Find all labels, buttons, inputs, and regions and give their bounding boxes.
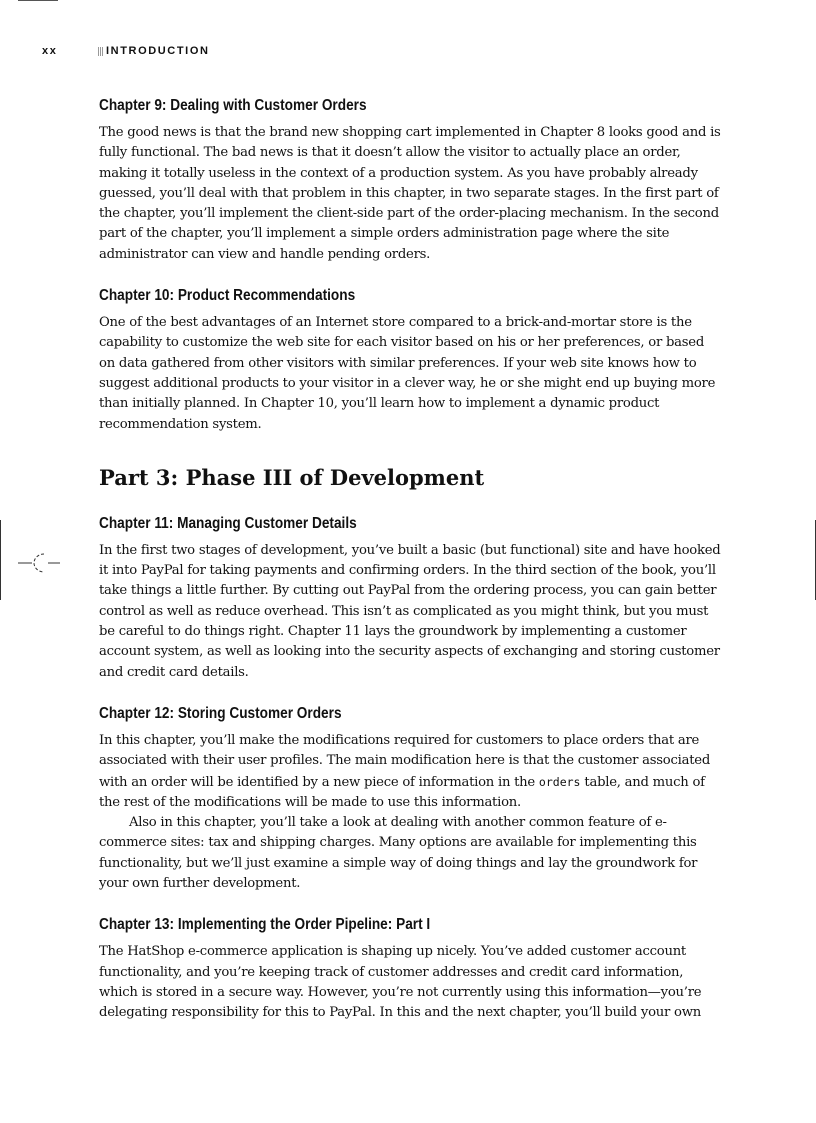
chapter-heading: Chapter 13: Implementing the Order Pipeline: Part I (99, 916, 431, 934)
chapter-10-section (99, 285, 721, 435)
header-ornament-icon (98, 47, 104, 56)
chapter-paragraph: The HatShop e-commerce application is shaping up nicely. You’ve added customer account functionality, and you’re keeping track of customer addresses and credit card information, which is stored in a secure way. However, you’re not currently using this information—you’re delegating responsibility for this to PayPal. In this and the next chapter, you’ll build your own (99, 944, 702, 1021)
chapter-12-section (99, 703, 721, 894)
chapter-paragraph (99, 731, 721, 813)
running-header (42, 44, 210, 58)
running-title: INTRODUCTION (106, 45, 210, 57)
chapter-paragraph: One of the best advantages of an Internet store compared to a brick-and-mortar store is the capability to customize the web site for each visitor based on his or her preferences, or based on data gathered from other visitors with similar preferences. If your web site knows how to suggest additional products to your visitor in a clever way, he or she might end up buying more than initially planned. In Chapter 10, you’ll learn how to implement a dynamic product recommendation system. (99, 315, 716, 432)
chapter-paragraph: In the first two stages of development, you’ve built a basic (but functional) site and have hooked it into PayPal for taking payments and confirming orders. In the third section of the book, you’ll take things a little further. By cutting out PayPal from the ordering process, you can gain better control as well as reduce overhead. This isn’t as complicated as you might think, but you must be careful to do things right. Chapter 11 lays the groundwork by implementing a customer account system, as well as looking into the security aspects of exchanging and storing customer and credit card details. (99, 542, 721, 680)
margin-rule-left (0, 520, 1, 600)
crop-line-top (18, 0, 58, 1)
part-title: Part 3: Phase III of Development (99, 464, 485, 490)
chapter-13-section (99, 914, 721, 1023)
chapter-heading: Chapter 12: Storing Customer Orders (99, 704, 342, 722)
registration-mark-icon (18, 551, 62, 575)
paragraph-text-after-code: table, and much of the rest of the modifications will be made to use this information. (99, 774, 705, 810)
paragraph-text-before-code: In this chapter, you’ll make the modifications required for customers to place orders that are associated with their user profiles. The main modification here is that the customer associated with an order will be identified by a new piece of information in the (99, 732, 711, 790)
chapter-heading: Chapter 11: Managing Customer Details (99, 514, 357, 532)
page-body (99, 95, 721, 1044)
chapter-paragraph-continued: Also in this chapter, you’ll take a look at dealing with another common feature of e-commerce sites: tax and shipping charges. Many options are available for implementing this functionality, but we’ll just examine a simple way of doing things and lay the groundwork for your own further development. (99, 815, 698, 892)
chapter-heading: Chapter 10: Product Recommendations (99, 287, 356, 305)
chapter-heading: Chapter 9: Dealing with Customer Orders (99, 97, 367, 114)
chapter-paragraph: The good news is that the brand new shopping cart implemented in Chapter 8 looks good and is fully functional. The bad news is that it doesn’t allow the visitor to actually place an order, making it totally useless in the context of a production system. As you have probably already guessed, you’ll deal with that problem in this chapter, in two separate stages. In the first part of the chapter, you’ll implement the client-side part of the order-placing mechanism. In the second part of the chapter, you’ll implement a simple orders administration page where the site administrator can view and handle pending orders. (99, 125, 721, 262)
chapter-11-section (99, 513, 721, 683)
code-term: orders (538, 774, 581, 789)
chapter-9-section (99, 95, 721, 265)
page-number: xx (42, 45, 58, 57)
